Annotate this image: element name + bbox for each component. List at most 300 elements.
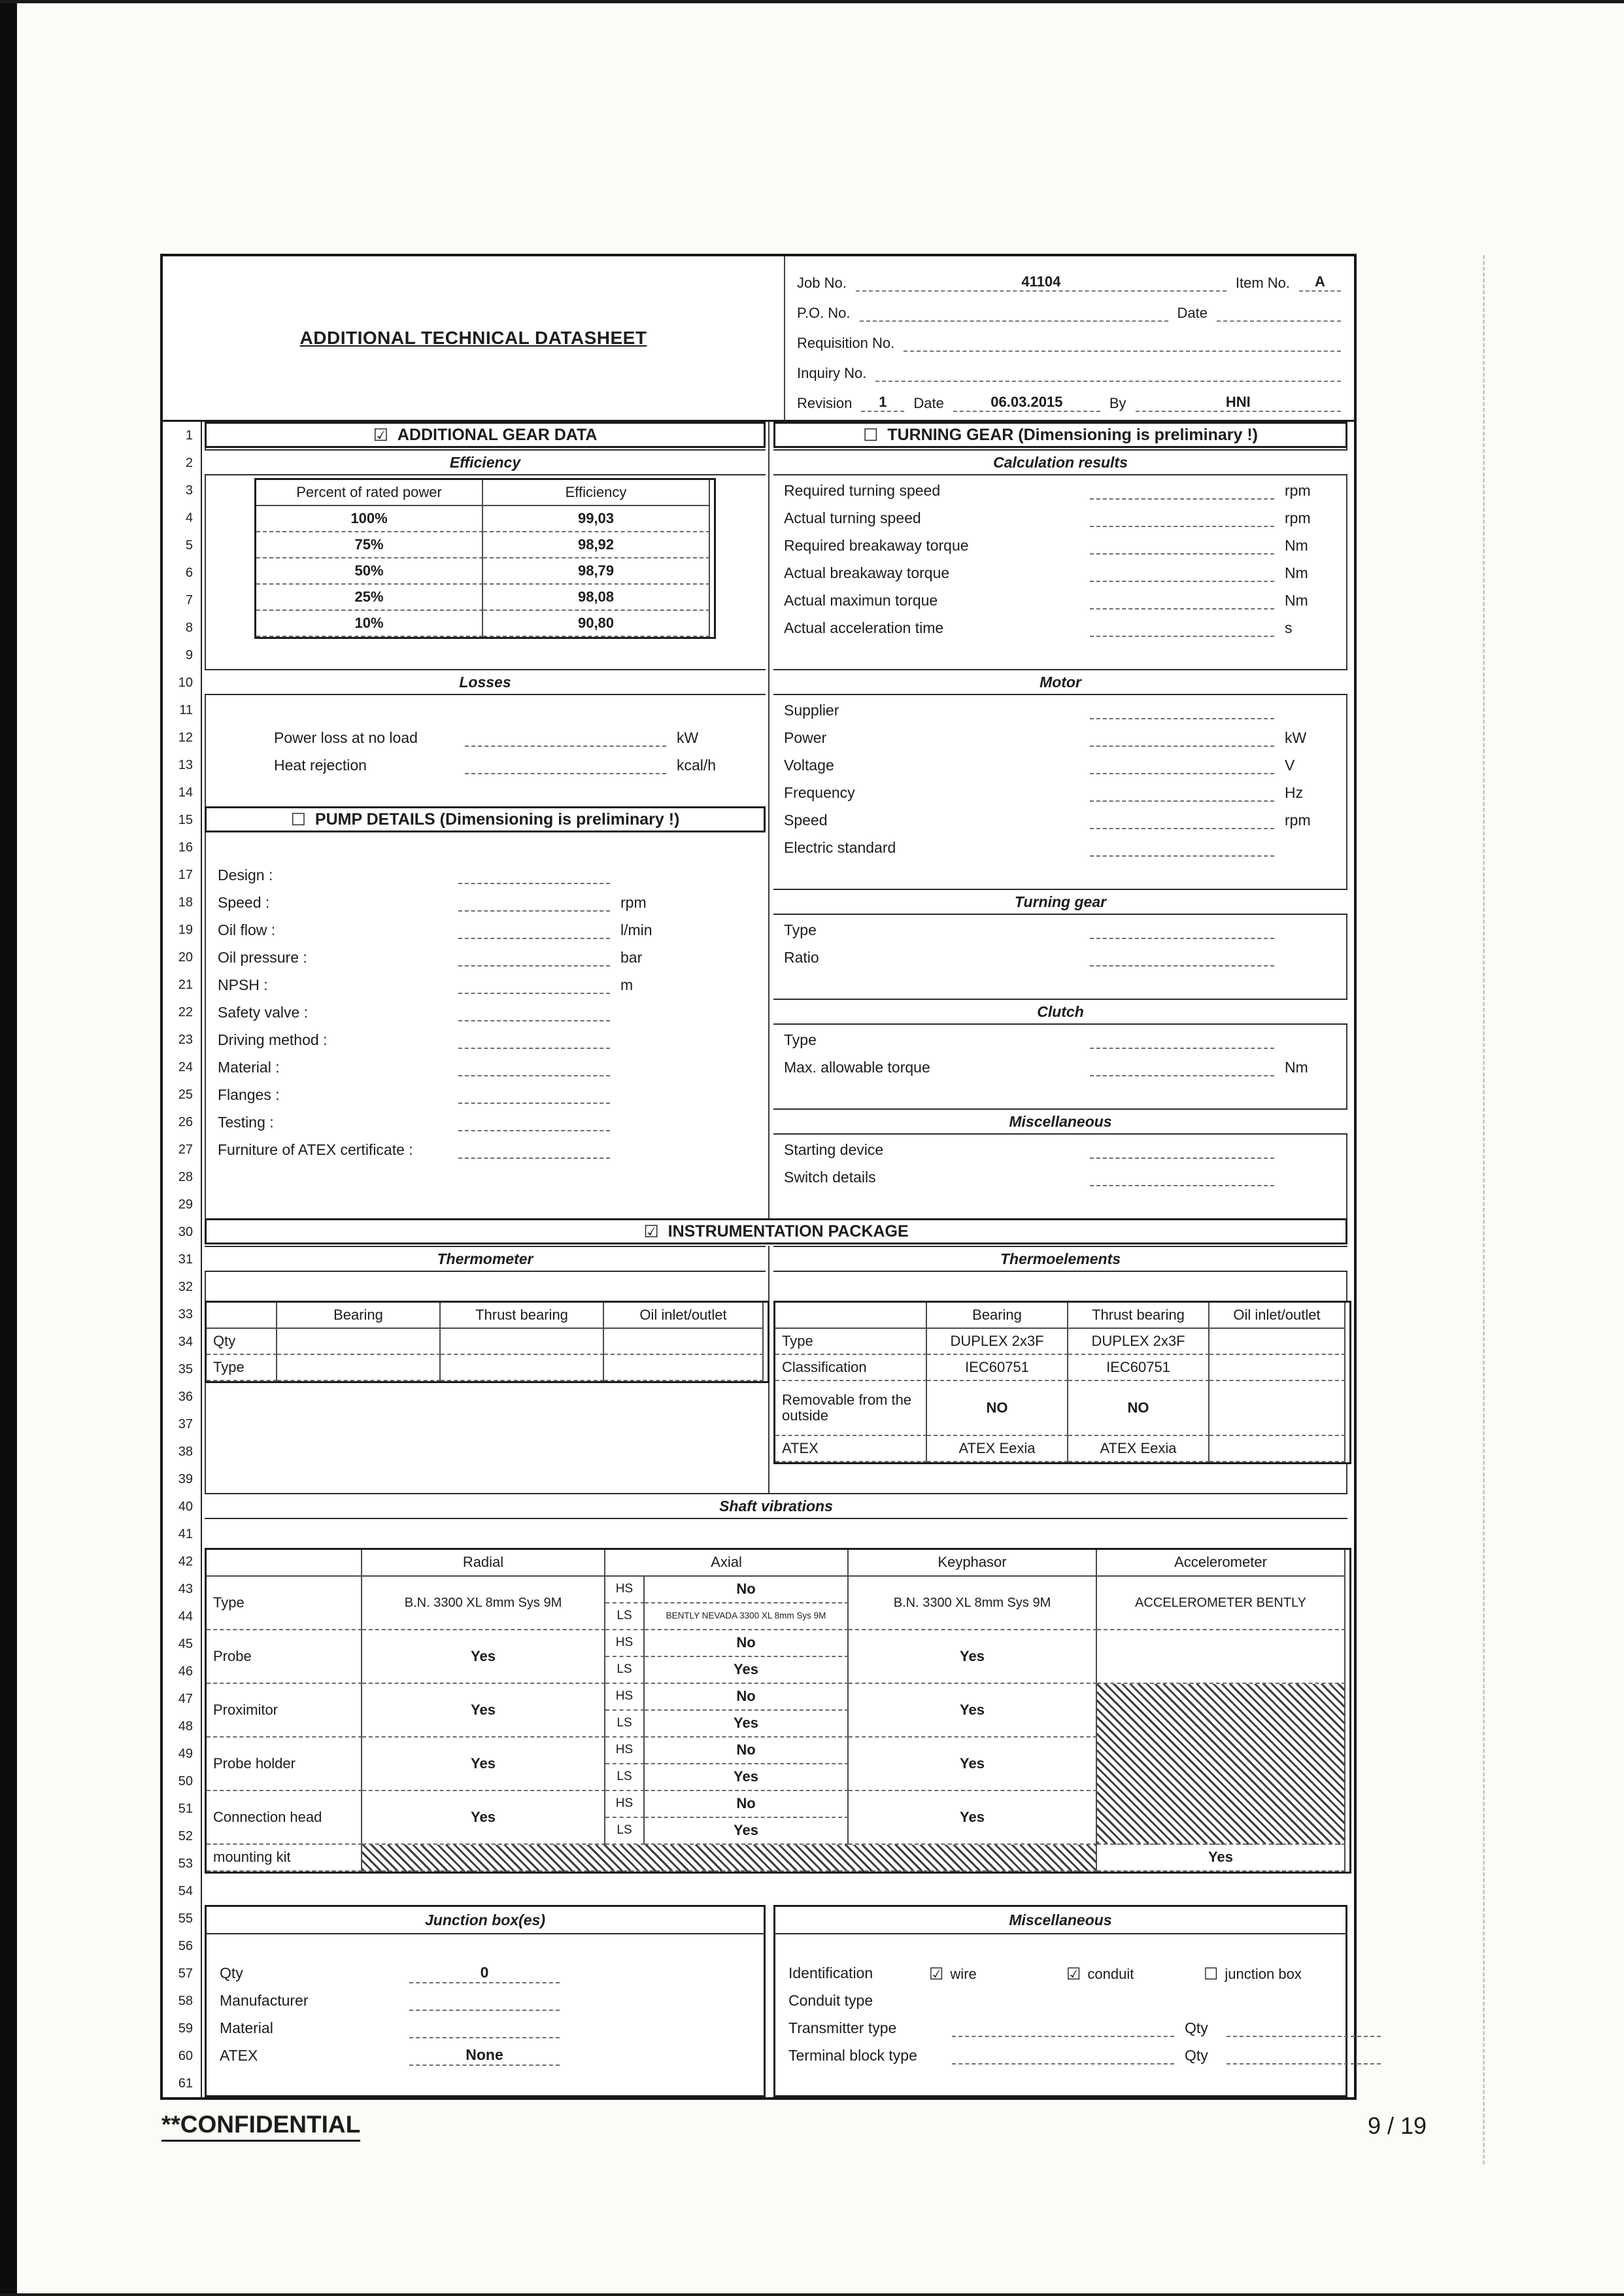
row-number: 48 bbox=[178, 1719, 193, 1734]
unit-label: V bbox=[1285, 756, 1295, 774]
qty-thrust-cell[interactable] bbox=[441, 1329, 604, 1355]
input-line[interactable] bbox=[1090, 1058, 1274, 1076]
row-number: 33 bbox=[178, 1307, 193, 1322]
unit-label: rpm bbox=[620, 893, 647, 911]
input-line[interactable] bbox=[465, 756, 666, 774]
checkbox-checked-icon[interactable]: ☑ bbox=[643, 1222, 659, 1241]
row-label: Type bbox=[207, 1355, 277, 1381]
field-label: Design : bbox=[218, 866, 273, 883]
field-testing bbox=[218, 1108, 760, 1136]
section-title-pump: PUMP DETAILS (Dimensioning is preliminary !) bbox=[314, 810, 680, 829]
row-number: 41 bbox=[178, 1527, 193, 1541]
clutch-subtitle: Clutch bbox=[773, 999, 1347, 1025]
connection-head-axial-hs: No bbox=[645, 1791, 849, 1818]
row-number: 45 bbox=[178, 1637, 193, 1651]
row-number: 25 bbox=[178, 1088, 193, 1102]
qty-oil-cell[interactable] bbox=[604, 1329, 764, 1355]
row-label: ATEX bbox=[775, 1436, 927, 1462]
row-number: 23 bbox=[178, 1033, 193, 1047]
input-line[interactable] bbox=[458, 1031, 610, 1049]
requisition-label: Requisition No. bbox=[797, 335, 895, 351]
junction-box-section bbox=[205, 1905, 766, 2097]
input-line[interactable] bbox=[1090, 1168, 1274, 1186]
type-thrust-cell[interactable] bbox=[441, 1355, 604, 1381]
unit-label: Nm bbox=[1285, 1058, 1308, 1076]
row-number-gutter bbox=[163, 422, 202, 2097]
efficiency-cell: 99,03 bbox=[483, 506, 710, 532]
form-content bbox=[202, 422, 1354, 2097]
row-number: 5 bbox=[185, 538, 193, 553]
value-cell: NO bbox=[1068, 1381, 1210, 1436]
input-line[interactable] bbox=[1090, 1031, 1274, 1049]
confidential-label: **CONFIDENTIAL bbox=[161, 2111, 360, 2142]
field-atex-certificate bbox=[218, 1136, 760, 1163]
field-label: Starting device bbox=[784, 1140, 884, 1158]
efficiency-cell: 10% bbox=[256, 611, 483, 637]
unit-label: s bbox=[1285, 619, 1293, 636]
type-axial-ls: BENTLY NEVADA 3300 XL 8mm Sys 9M bbox=[645, 1603, 849, 1630]
row-number: 21 bbox=[178, 978, 193, 992]
turning-gear-subtitle: Turning gear bbox=[773, 889, 1347, 915]
input-line[interactable] bbox=[458, 1086, 610, 1104]
value-cell: ATEX Eexia bbox=[927, 1436, 1068, 1462]
blank-cell bbox=[775, 1303, 927, 1329]
col-header: Oil inlet/outlet bbox=[604, 1303, 764, 1329]
input-line[interactable] bbox=[952, 2046, 1174, 2065]
input-line[interactable] bbox=[1226, 2019, 1381, 2037]
row-label: Removable from the outside bbox=[775, 1381, 927, 1436]
field-flanges bbox=[218, 1081, 760, 1108]
po-no-field[interactable] bbox=[860, 303, 1168, 322]
input-line[interactable] bbox=[1090, 536, 1274, 555]
probe-accelerometer[interactable] bbox=[1097, 1630, 1345, 1684]
field-label: Safety valve : bbox=[218, 1003, 309, 1021]
row-number: 11 bbox=[179, 703, 193, 717]
row-number: 50 bbox=[178, 1774, 193, 1789]
efficiency-cell: 50% bbox=[256, 558, 483, 585]
field-supplier bbox=[784, 696, 1341, 724]
row-number: 6 bbox=[185, 566, 193, 580]
input-line[interactable] bbox=[1090, 591, 1274, 609]
field-label: Frequency bbox=[784, 783, 855, 801]
probe-radial: Yes bbox=[362, 1630, 605, 1684]
row-number: 52 bbox=[178, 1829, 193, 1843]
field-label: Actual acceleration time bbox=[784, 619, 944, 636]
row-number: 49 bbox=[178, 1747, 193, 1761]
value-cell: DUPLEX 2x3F bbox=[927, 1329, 1068, 1355]
field-label: Qty bbox=[220, 1964, 243, 1981]
field-oil-flow bbox=[218, 916, 760, 944]
miscellaneous-subtitle: Miscellaneous bbox=[773, 1108, 1347, 1135]
row-number: 14 bbox=[178, 785, 193, 800]
checkbox-unchecked-icon[interactable]: ☐ bbox=[290, 810, 306, 829]
identification-label: Identification bbox=[788, 1964, 873, 1981]
field-junction-manufacturer bbox=[220, 1987, 754, 2014]
field-actual-breakaway-torque bbox=[784, 559, 1341, 587]
checkbox-checked-icon[interactable]: ☑ bbox=[929, 1964, 944, 1983]
field-label: Speed : bbox=[218, 893, 270, 911]
checkbox-junction-box[interactable] bbox=[1204, 1966, 1302, 1983]
proximitor-axial-hs: No bbox=[645, 1684, 849, 1711]
job-no-label: Job No. bbox=[797, 275, 847, 291]
checkbox-unchecked-icon[interactable]: ☐ bbox=[1204, 1964, 1219, 1983]
efficiency-cell: 98,92 bbox=[483, 532, 710, 558]
row-number: 34 bbox=[178, 1335, 193, 1349]
row-number: 10 bbox=[178, 676, 193, 690]
efficiency-cell: 98,79 bbox=[483, 558, 710, 585]
value-cell: IEC60751 bbox=[927, 1355, 1068, 1381]
junction-manufacturer-field[interactable] bbox=[409, 1990, 560, 2011]
field-label: Max. allowable torque bbox=[784, 1058, 930, 1076]
hs-label: HS bbox=[605, 1630, 645, 1657]
row-number: 9 bbox=[185, 648, 193, 662]
input-line[interactable] bbox=[1090, 921, 1274, 939]
right-edge-line bbox=[1346, 448, 1347, 1218]
page-number: 9 / 19 bbox=[1368, 2112, 1427, 2139]
row-number: 56 bbox=[178, 1939, 193, 1953]
field-label: Required breakaway torque bbox=[784, 536, 969, 554]
input-line[interactable] bbox=[1090, 948, 1274, 967]
job-no-field[interactable]: 41104 bbox=[856, 273, 1226, 292]
row-number: 37 bbox=[178, 1417, 193, 1431]
field-safety-valve bbox=[218, 999, 760, 1026]
input-line[interactable] bbox=[458, 1113, 610, 1131]
checkbox-conduit[interactable] bbox=[1066, 1966, 1134, 1983]
checkbox-label: conduit bbox=[1087, 1966, 1134, 1982]
field-oil-pressure bbox=[218, 944, 760, 971]
row-number: 53 bbox=[178, 1857, 193, 1871]
efficiency-cell: 90,80 bbox=[483, 611, 710, 637]
column-divider bbox=[768, 422, 770, 1218]
po-date-field[interactable] bbox=[1217, 303, 1341, 322]
input-line[interactable] bbox=[1090, 509, 1274, 527]
row-number: 31 bbox=[178, 1252, 193, 1267]
checkbox-label: junction box bbox=[1225, 1966, 1302, 1982]
field-label: Speed bbox=[784, 811, 828, 829]
col-header: Thrust bearing bbox=[441, 1303, 604, 1329]
hs-label: HS bbox=[605, 1738, 645, 1764]
input-line[interactable] bbox=[1090, 564, 1274, 582]
po-no-row bbox=[797, 296, 1341, 326]
field-label: Terminal block type bbox=[788, 2046, 917, 2064]
field-label: Ratio bbox=[784, 948, 819, 966]
value-cell[interactable] bbox=[1210, 1355, 1345, 1381]
row-label-type: Type bbox=[207, 1577, 362, 1630]
row-number: 1 bbox=[185, 428, 193, 443]
field-motor-speed bbox=[784, 806, 1341, 834]
rev-date-field[interactable]: 06.03.2015 bbox=[953, 394, 1100, 412]
checkbox-wire[interactable] bbox=[929, 1966, 977, 1983]
datasheet-form bbox=[160, 254, 1357, 2100]
junction-box-subtitle: Junction box(es) bbox=[207, 1907, 764, 1934]
left-edge-line bbox=[205, 448, 206, 1218]
miscellaneous-bottom-subtitle: Miscellaneous bbox=[775, 1907, 1345, 1934]
type-accelerometer: ACCELEROMETER BENTLY bbox=[1097, 1577, 1345, 1630]
section-header-additional-gear-data bbox=[205, 422, 766, 448]
row-number: 30 bbox=[178, 1225, 193, 1239]
type-keyphasor: B.N. 3300 XL 8mm Sys 9M bbox=[849, 1577, 1097, 1630]
input-line[interactable] bbox=[1090, 838, 1274, 857]
section-title-turning-gear: TURNING GEAR (Dimensioning is preliminary !) bbox=[887, 425, 1259, 444]
field-label: Actual maximun torque bbox=[784, 591, 938, 609]
input-line[interactable] bbox=[1090, 783, 1274, 802]
field-electric-standard bbox=[784, 834, 1341, 861]
field-label: Supplier bbox=[784, 701, 839, 719]
section-header-turning-gear bbox=[773, 422, 1347, 448]
ls-label: LS bbox=[605, 1657, 645, 1684]
input-line[interactable] bbox=[458, 948, 610, 967]
field-actual-turning-speed bbox=[784, 504, 1341, 532]
row-label: Qty bbox=[207, 1329, 277, 1355]
scan-edge-artifact-top bbox=[0, 0, 1624, 3]
input-line[interactable] bbox=[952, 2019, 1174, 2037]
row-label-mounting-kit: mounting kit bbox=[207, 1845, 362, 1872]
field-label: Flanges : bbox=[218, 1086, 280, 1103]
checkbox-checked-icon[interactable]: ☑ bbox=[1066, 1964, 1081, 1983]
value-cell[interactable] bbox=[1210, 1329, 1345, 1355]
inquiry-label: Inquiry No. bbox=[797, 365, 867, 381]
row-number: 35 bbox=[178, 1362, 193, 1377]
field-driving-method bbox=[218, 1026, 760, 1054]
field-label: ATEX bbox=[220, 2046, 258, 2064]
proximitor-keyphasor: Yes bbox=[849, 1684, 1097, 1738]
inquiry-field[interactable] bbox=[875, 364, 1341, 382]
field-speed bbox=[218, 889, 760, 916]
row-number: 7 bbox=[185, 593, 193, 608]
input-line[interactable] bbox=[458, 1058, 610, 1076]
checkbox-checked-icon[interactable]: ☑ bbox=[373, 425, 388, 445]
unit-label: rpm bbox=[1285, 509, 1311, 526]
input-line[interactable] bbox=[1226, 2046, 1381, 2065]
type-oil-cell[interactable] bbox=[604, 1355, 764, 1381]
qty-label: Qty bbox=[1185, 2046, 1208, 2064]
hatched-not-applicable-area bbox=[1097, 1684, 1345, 1845]
field-conduit-type bbox=[788, 1987, 1336, 2014]
inquiry-row bbox=[797, 356, 1341, 386]
section-header-instrumentation bbox=[205, 1218, 1347, 1244]
row-number: 46 bbox=[178, 1664, 193, 1679]
qty-bearing-cell[interactable] bbox=[277, 1329, 441, 1355]
scan-edge-artifact-bottom bbox=[0, 2293, 1624, 2296]
field-material bbox=[218, 1054, 760, 1081]
probe-axial-ls: Yes bbox=[645, 1657, 849, 1684]
item-no-label: Item No. bbox=[1235, 275, 1290, 291]
by-label: By bbox=[1109, 395, 1126, 411]
type-axial-hs: No bbox=[645, 1577, 849, 1603]
rev-date-label: Date bbox=[913, 395, 944, 411]
requisition-row bbox=[797, 326, 1341, 356]
input-line[interactable] bbox=[1090, 756, 1274, 774]
connection-head-keyphasor: Yes bbox=[849, 1791, 1097, 1845]
input-line[interactable] bbox=[458, 866, 610, 884]
field-tg-ratio bbox=[784, 944, 1341, 971]
checkbox-unchecked-icon[interactable]: ☐ bbox=[862, 425, 879, 445]
input-line[interactable] bbox=[458, 921, 610, 939]
input-line[interactable] bbox=[1090, 701, 1274, 719]
row-number: 42 bbox=[178, 1554, 193, 1569]
po-no-label: P.O. No. bbox=[797, 305, 851, 321]
row-number: 47 bbox=[178, 1692, 193, 1706]
row-number: 26 bbox=[178, 1115, 193, 1129]
shaft-vibrations-table bbox=[205, 1548, 1351, 1874]
unit-label: l/min bbox=[620, 921, 652, 938]
by-field[interactable]: HNI bbox=[1136, 394, 1341, 412]
row-number: 3 bbox=[185, 483, 193, 498]
unit-label: Nm bbox=[1285, 536, 1308, 554]
page-title: ADDITIONAL TECHNICAL DATASHEET bbox=[299, 328, 647, 348]
field-label: Voltage bbox=[784, 756, 834, 774]
field-max-allowable-torque bbox=[784, 1054, 1341, 1081]
field-tg-type bbox=[784, 916, 1341, 944]
value-cell[interactable] bbox=[1210, 1436, 1345, 1462]
calculation-results-subtitle: Calculation results bbox=[773, 449, 1347, 475]
form-header bbox=[163, 256, 1354, 422]
input-line[interactable] bbox=[1090, 1140, 1274, 1159]
motor-subtitle: Motor bbox=[773, 669, 1347, 695]
scan-edge-artifact-left bbox=[0, 0, 17, 2296]
field-label: Material : bbox=[218, 1058, 280, 1076]
hatched-not-applicable-area bbox=[362, 1845, 1097, 1872]
row-label-probe-holder: Probe holder bbox=[207, 1738, 362, 1791]
field-label: Material bbox=[220, 2019, 273, 2036]
input-line[interactable] bbox=[1090, 619, 1274, 637]
field-junction-qty bbox=[220, 1959, 754, 1987]
requisition-field[interactable] bbox=[904, 334, 1341, 352]
blank-cell bbox=[207, 1303, 277, 1329]
junction-atex-field[interactable]: None bbox=[409, 2045, 560, 2066]
field-motor-power bbox=[784, 724, 1341, 751]
field-design bbox=[218, 861, 760, 889]
field-label: Oil flow : bbox=[218, 921, 276, 938]
section-title-gear: ADDITIONAL GEAR DATA bbox=[397, 425, 598, 444]
field-label: NPSH : bbox=[218, 976, 268, 993]
row-number: 18 bbox=[178, 895, 193, 910]
input-line[interactable] bbox=[458, 976, 610, 994]
field-label: Furniture of ATEX certificate : bbox=[218, 1140, 413, 1158]
input-line[interactable] bbox=[458, 1003, 610, 1021]
item-no-field[interactable]: A bbox=[1299, 273, 1341, 292]
unit-label: kW bbox=[677, 728, 699, 746]
type-bearing-cell[interactable] bbox=[277, 1355, 441, 1381]
input-line[interactable] bbox=[458, 1140, 610, 1159]
value-cell: DUPLEX 2x3F bbox=[1068, 1329, 1210, 1355]
col-header: Thrust bearing bbox=[1068, 1303, 1210, 1329]
row-number: 2 bbox=[185, 456, 193, 470]
row-number: 40 bbox=[178, 1499, 193, 1514]
probe-keyphasor: Yes bbox=[849, 1630, 1097, 1684]
value-cell: NO bbox=[927, 1381, 1068, 1436]
thermometer-table bbox=[205, 1301, 770, 1383]
row-number: 61 bbox=[178, 2076, 193, 2091]
row-number: 43 bbox=[178, 1582, 193, 1596]
efficiency-table bbox=[254, 478, 716, 639]
input-line[interactable] bbox=[465, 728, 666, 747]
po-date-label: Date bbox=[1177, 305, 1208, 321]
row-number: 27 bbox=[178, 1142, 193, 1157]
probe-holder-axial-hs: No bbox=[645, 1738, 849, 1764]
section-title-instrumentation: INSTRUMENTATION PACKAGE bbox=[668, 1222, 909, 1241]
title-cell bbox=[163, 256, 785, 420]
header-fields bbox=[785, 256, 1354, 420]
row-number: 24 bbox=[178, 1060, 193, 1074]
row-number: 60 bbox=[178, 2049, 193, 2063]
efficiency-cell: 100% bbox=[256, 506, 483, 532]
row-number: 44 bbox=[178, 1609, 193, 1624]
efficiency-col-header: Efficiency bbox=[483, 480, 710, 506]
col-header-keyphasor: Keyphasor bbox=[849, 1550, 1097, 1577]
col-header-axial: Axial bbox=[605, 1550, 849, 1577]
field-label: Actual turning speed bbox=[784, 509, 921, 526]
thermoelements-table bbox=[773, 1301, 1351, 1464]
field-required-breakaway-torque bbox=[784, 532, 1341, 559]
input-line[interactable] bbox=[1090, 481, 1274, 500]
input-line[interactable] bbox=[458, 893, 610, 912]
col-header-accelerometer: Accelerometer bbox=[1097, 1550, 1345, 1577]
fold-mark bbox=[1483, 255, 1485, 2165]
revision-label: Revision bbox=[797, 395, 853, 411]
losses-subtitle: Losses bbox=[205, 669, 766, 695]
field-label: Type bbox=[784, 921, 817, 938]
row-label: Classification bbox=[775, 1355, 927, 1381]
field-junction-atex bbox=[220, 2042, 754, 2069]
field-label: Testing : bbox=[218, 1113, 274, 1131]
row-number: 39 bbox=[178, 1472, 193, 1486]
row-label-connection-head: Connection head bbox=[207, 1791, 362, 1845]
row-number: 12 bbox=[178, 730, 193, 745]
row-number: 55 bbox=[178, 1911, 193, 1926]
qty-label: Qty bbox=[1185, 2019, 1208, 2036]
row-number: 15 bbox=[178, 813, 193, 827]
row-label-proximitor: Proximitor bbox=[207, 1684, 362, 1738]
junction-material-field[interactable] bbox=[409, 2017, 560, 2038]
section-header-pump-details bbox=[205, 806, 766, 832]
proximitor-radial: Yes bbox=[362, 1684, 605, 1738]
junction-qty-field[interactable]: 0 bbox=[409, 1962, 560, 1983]
type-radial: B.N. 3300 XL 8mm Sys 9M bbox=[362, 1577, 605, 1630]
revision-field[interactable]: 1 bbox=[861, 394, 904, 412]
checkbox-label: wire bbox=[950, 1966, 977, 1982]
field-label: Actual breakaway torque bbox=[784, 564, 950, 581]
unit-label: kW bbox=[1285, 728, 1307, 746]
row-number: 57 bbox=[178, 1966, 193, 1981]
connection-head-radial: Yes bbox=[362, 1791, 605, 1845]
value-cell: ATEX Eexia bbox=[1068, 1436, 1210, 1462]
shaft-vibrations-subtitle: Shaft vibrations bbox=[205, 1493, 1347, 1519]
ls-label: LS bbox=[605, 1764, 645, 1791]
field-npsh bbox=[218, 971, 760, 999]
field-switch-details bbox=[784, 1163, 1341, 1191]
hs-label: HS bbox=[605, 1577, 645, 1603]
mounting-kit-accelerometer: Yes bbox=[1097, 1845, 1345, 1872]
field-label: Heat rejection bbox=[274, 756, 367, 774]
input-line[interactable] bbox=[1090, 728, 1274, 747]
miscellaneous-bottom-section bbox=[773, 1905, 1347, 2097]
unit-label: Nm bbox=[1285, 591, 1308, 609]
field-label: Conduit type bbox=[788, 1991, 873, 2009]
value-cell[interactable] bbox=[1210, 1381, 1345, 1436]
field-voltage bbox=[784, 751, 1341, 779]
row-number: 54 bbox=[178, 1884, 193, 1898]
efficiency-cell: 98,08 bbox=[483, 585, 710, 611]
row-label: Type bbox=[775, 1329, 927, 1355]
input-line[interactable] bbox=[1090, 811, 1274, 829]
value-cell: IEC60751 bbox=[1068, 1355, 1210, 1381]
blank-cell bbox=[207, 1550, 362, 1577]
unit-label: rpm bbox=[1285, 811, 1311, 829]
efficiency-subtitle: Efficiency bbox=[205, 449, 766, 475]
field-label: Oil pressure : bbox=[218, 948, 307, 966]
row-number: 4 bbox=[185, 511, 193, 525]
